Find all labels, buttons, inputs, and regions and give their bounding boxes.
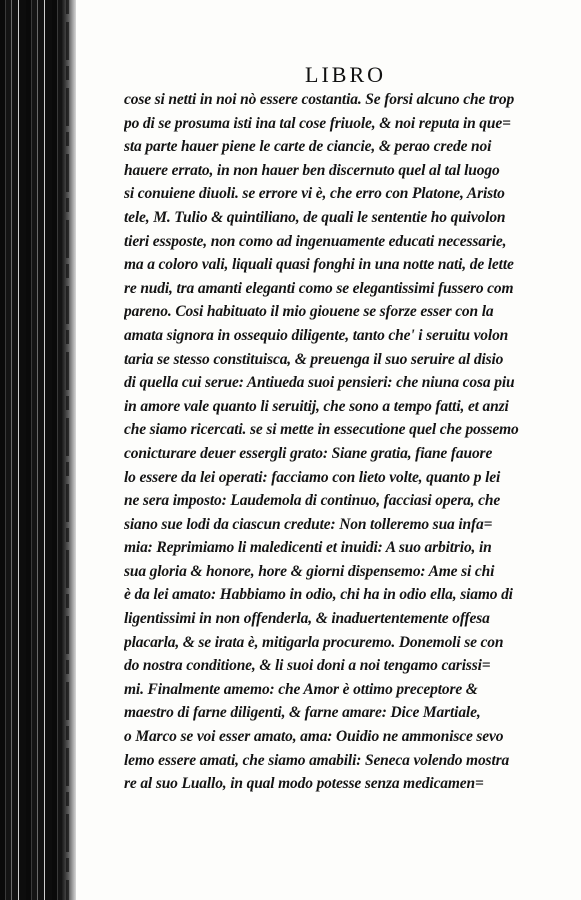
text-line: si conuiene diuoli. se errore vi è, che erro con Platone, Aristo [124, 185, 505, 203]
text-line: conicturare deuer essergli grato: Siane gratia, fiane fauore [124, 444, 493, 462]
text-line: è da lei amato: Habbiamo in odio, chi ha in odio ella, siamo di [124, 586, 513, 604]
gutter-speckle [66, 0, 69, 900]
text-line: taria se stesso constituisca, & preuenga il suo seruire al disio [124, 350, 504, 368]
text-line: tele, M. Tulio & quintiliano, de quali le sententie ho quivolon [124, 208, 506, 226]
text-line: siano sue lodi da ciascun credute: Non tolleremo sua infa= [124, 515, 493, 533]
text-line: cose si netti in noi nò essere costantia. Se forsi alcuno che trop [124, 91, 515, 108]
text-line: ligentissimi in non offenderla, & inaduertentemente offesa [124, 610, 490, 628]
text-line: tieri essposte, non como ad ingenuamente educati necessarie, [124, 232, 507, 250]
text-line: o Marco se voi esser amato, ama: Ouidio ne ammonisce sevo [124, 728, 504, 746]
text-line: lemo essere amati, che siamo amabili: Seneca volendo mostra [124, 751, 510, 769]
text-line: di quella cui serue: Antiueda suoi pensieri: che niuna cosa piu [124, 374, 515, 392]
text-line: do nostra conditione, & li suoi doni a noi tengamo carissi= [124, 657, 491, 675]
text-line: pareno. Cosi habituato il mio giouene se sforze esser con la [124, 303, 494, 321]
text-line: hauere errato, in non hauer ben discernuto quel al tal luogo [124, 161, 500, 179]
body-text [124, 88, 572, 796]
text-line: ne sera imposto: Laudemola di continuo, facciasi opera, che [124, 492, 501, 510]
text-line: mia: Reprimiamo li maledicenti et inuidi: A suo arbitrio, in [124, 539, 492, 557]
text-line: sua gloria & honore, hore & giorni dispensemo: Ame si chi [124, 562, 495, 580]
text-line: lo essere da lei operati: facciamo con lieto volte, quanto p lei [124, 468, 501, 486]
text-line: sta parte hauer piene le carte de ciancie, & perao crede noi [124, 138, 492, 156]
text-line: re al suo Luallo, in qual modo potesse senza medicamen= [124, 775, 484, 793]
text-line: re nudi, tra amanti eleganti como se elegantissimi fussero com [124, 279, 514, 297]
text-line: che siamo ricercati. se si mette in essecutione quel che possemo [124, 421, 519, 439]
running-head: LIBRO [305, 62, 386, 87]
text-line: ma a coloro vali, liquali quasi fonghi in una notte nati, de lette [124, 256, 514, 274]
gutter-edge-shadow [62, 0, 76, 900]
text-line: mi. Finalmente amemo: che Amor è ottimo preceptore & [124, 680, 478, 698]
text-line: amata signora in ossequio diligente, tanto che' i seruitu volon [124, 326, 509, 344]
text-line: in amore vale quanto li seruitij, che sono a tempo fatti, et anzi [124, 397, 509, 415]
scanned-gutter-shadow [0, 0, 62, 900]
text-line: placarla, & se irata è, mitigarla procuremo. Donemoli se con [124, 633, 504, 651]
text-line: po di se prosuma isti ina tal cose friuole, & noi reputa in que= [124, 114, 511, 132]
text-line: maestro di farne diligenti, & farne amare: Dice Martiale, [124, 704, 481, 722]
